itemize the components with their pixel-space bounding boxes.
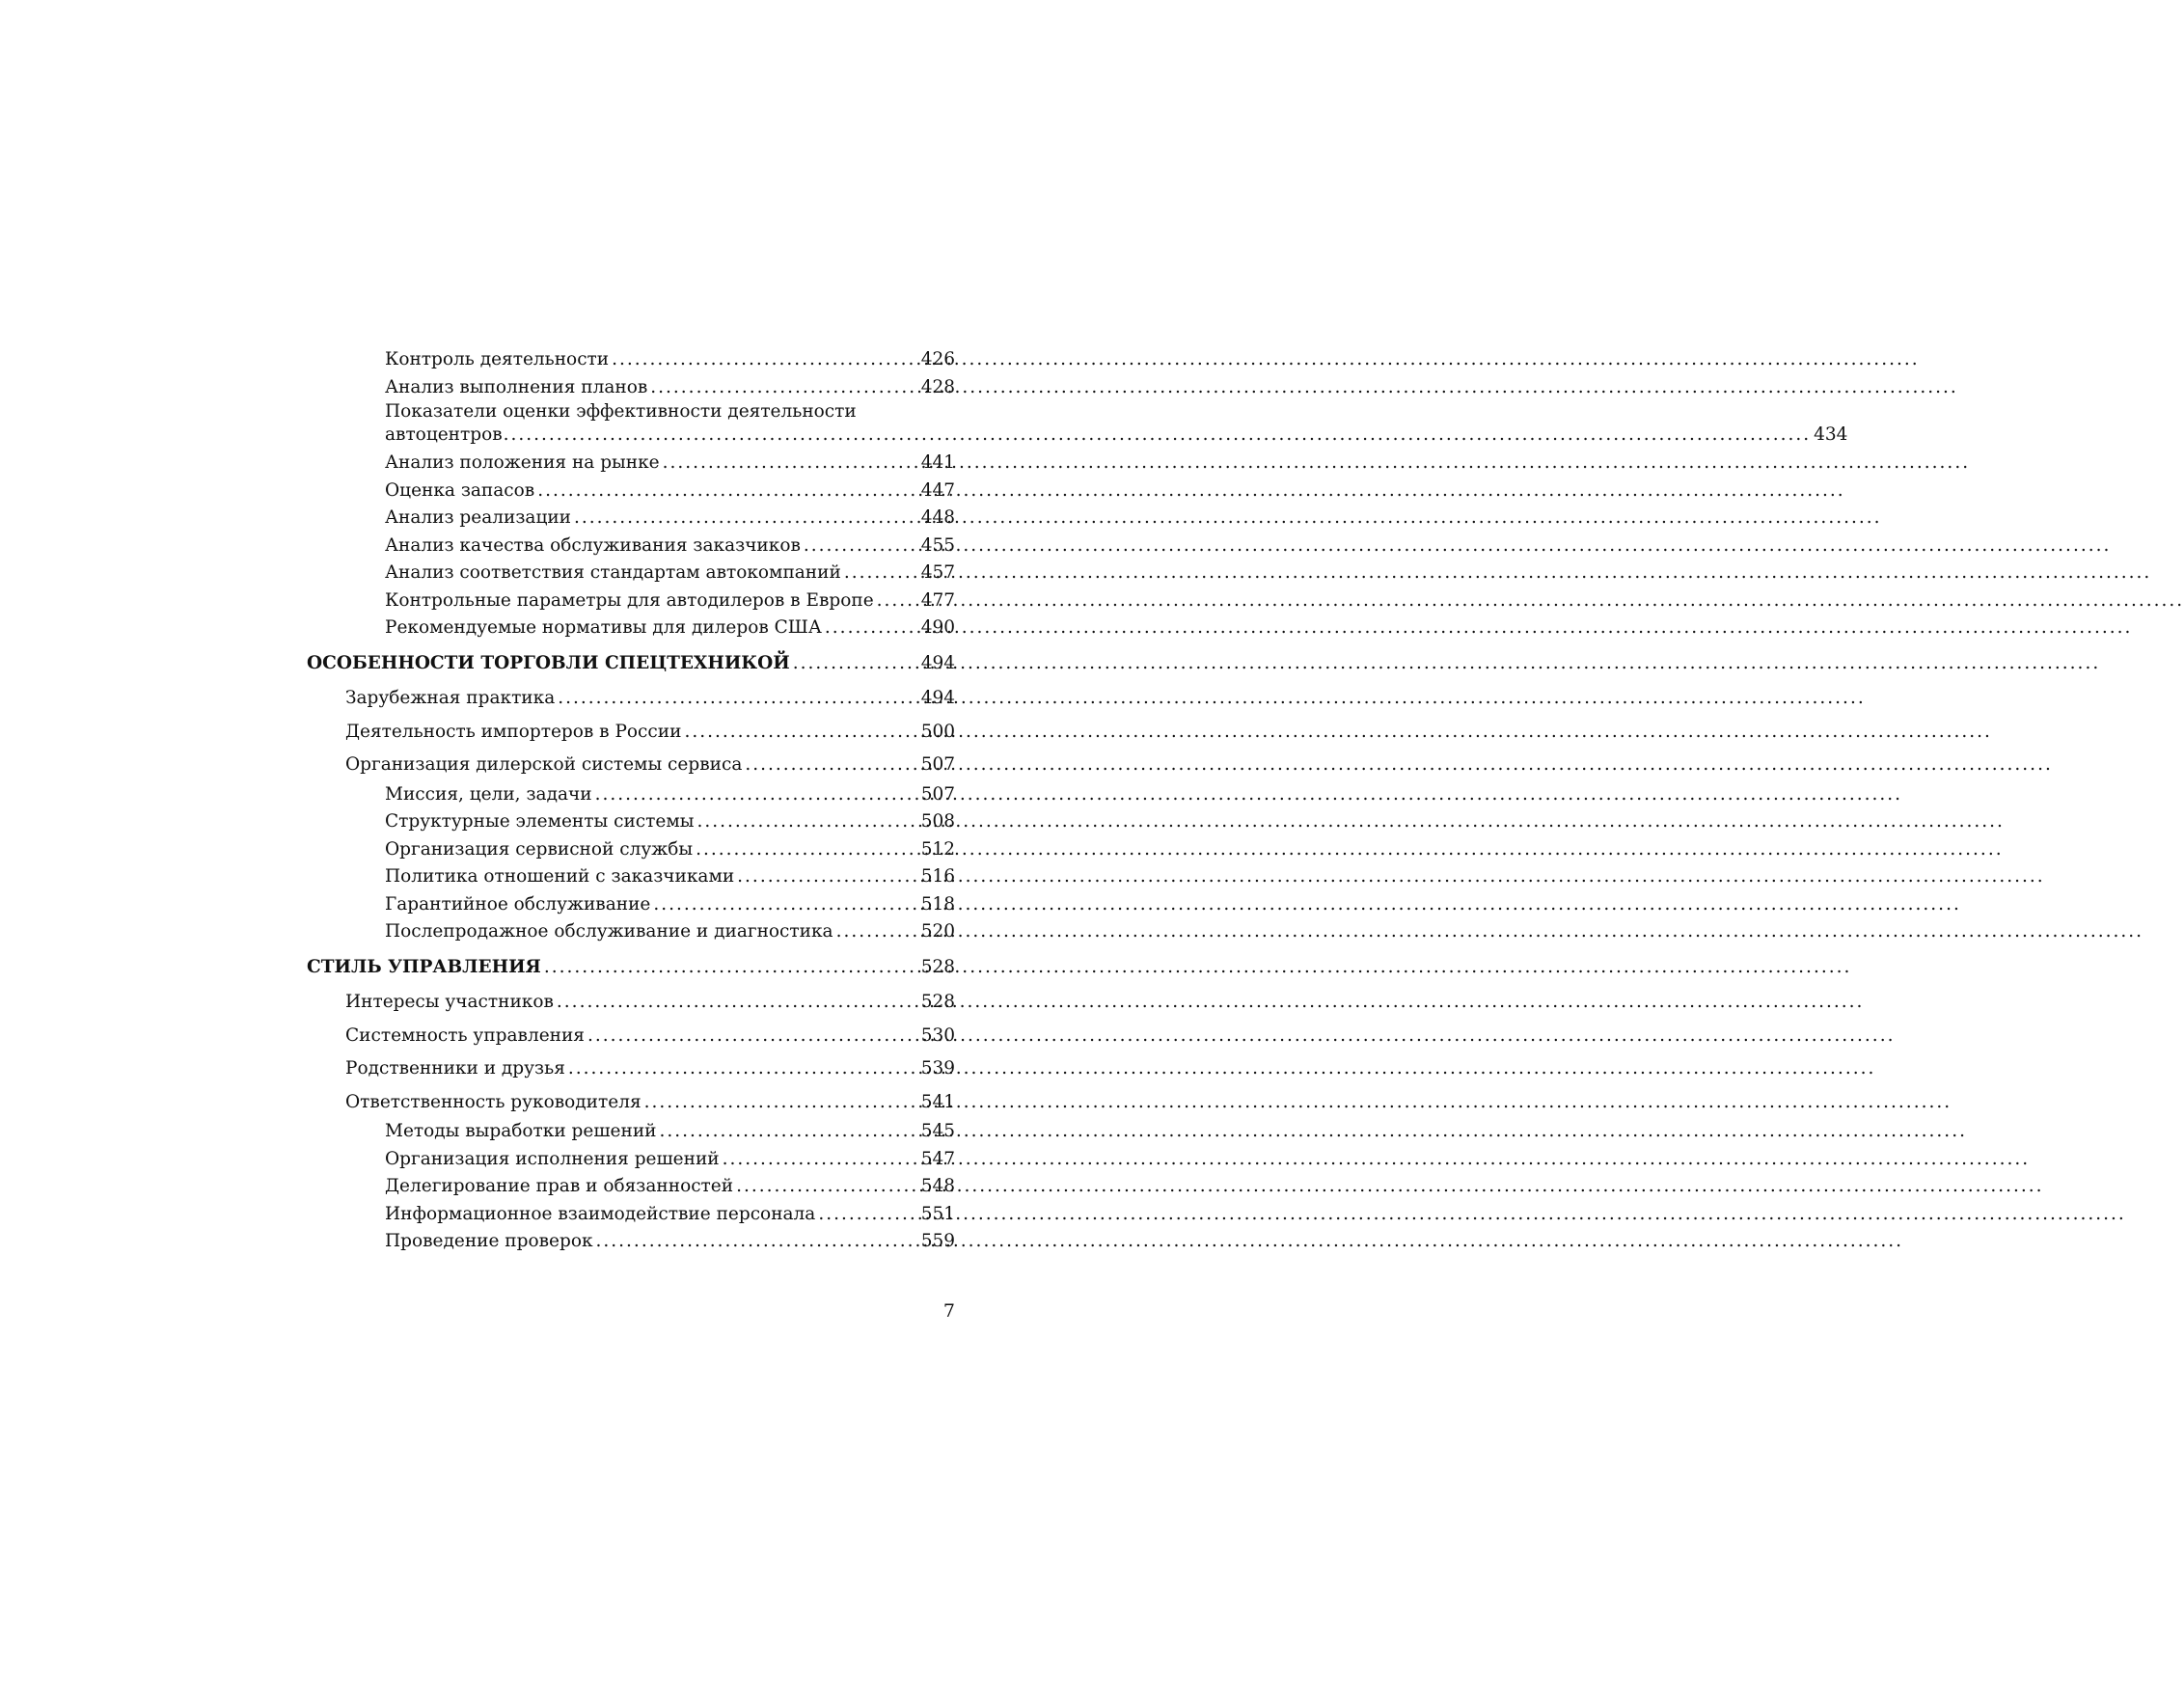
toc-entry — [307, 560, 955, 587]
toc-entry-page: 520 — [920, 921, 955, 942]
dot-leader — [565, 1055, 921, 1083]
dot-leader — [733, 1173, 921, 1201]
table-of-contents — [307, 346, 1848, 1256]
toc-entry — [307, 1201, 955, 1229]
toc-entry-page: 530 — [920, 1024, 955, 1046]
dot-leader — [555, 685, 920, 713]
toc-entry-page: 426 — [920, 349, 955, 369]
dot-leader — [742, 751, 920, 779]
dot-leader — [585, 1023, 921, 1051]
dot-leader — [554, 989, 921, 1017]
toc-entry-title: Структурные элементы системы — [385, 811, 695, 832]
toc-entry-title: Организация сервисной службы — [385, 838, 694, 860]
toc-entry — [307, 587, 955, 615]
toc-entry-title: автоцентров — [385, 424, 503, 445]
toc-entry-title: Анализ качества обслуживания заказчиков — [385, 534, 801, 556]
toc-entry-title: Политика отношений с заказчиками — [385, 866, 735, 887]
toc-entry-page: 477 — [920, 589, 955, 611]
dot-leader — [609, 346, 921, 374]
toc-entry-title: Анализ соответствия стандартам автокомпаний — [385, 562, 841, 583]
toc-entry — [307, 989, 955, 1017]
page-number: 7 — [942, 1300, 955, 1322]
toc-entry-title: Системность управления — [345, 1024, 585, 1046]
dot-leader — [593, 1228, 921, 1256]
dot-leader — [541, 954, 921, 982]
dot-leader — [801, 532, 921, 560]
toc-entry-page: 500 — [920, 721, 955, 742]
dot-leader — [650, 891, 920, 919]
toc-entry-page: 434 — [1814, 424, 1848, 445]
toc-entry-page: 428 — [920, 376, 955, 397]
toc-entry-title: Родственники и друзья — [345, 1058, 565, 1079]
toc-entry-title: Интересы участников — [345, 992, 554, 1012]
toc-section-heading — [307, 954, 955, 982]
toc-entry-page: 559 — [920, 1231, 955, 1251]
toc-entry-page: 547 — [920, 1148, 955, 1169]
toc-entry-title: Анализ выполнения планов — [385, 376, 648, 397]
toc-entry-title: Информационное взаимодействие персонала — [385, 1203, 816, 1224]
toc-entry — [307, 1023, 955, 1051]
dot-leader — [822, 614, 921, 642]
toc-entry — [307, 836, 955, 864]
toc-entry — [307, 346, 955, 374]
toc-entry-page: 545 — [920, 1121, 955, 1141]
toc-entry-page: 507 — [920, 783, 955, 805]
toc-entry — [307, 505, 955, 532]
dot-leader — [660, 450, 921, 478]
toc-entry-title: Контрольные параметры для автодилеров в Европе — [385, 589, 874, 611]
toc-entry — [307, 1146, 955, 1174]
toc-entry — [307, 450, 955, 478]
toc-entry — [307, 808, 955, 836]
toc-entry-title: Послепродажное обслуживание и диагностика — [385, 921, 833, 942]
toc-entry-page: 494 — [920, 652, 955, 673]
toc-entry-page: 518 — [920, 893, 955, 915]
toc-entry-page: 541 — [920, 1091, 955, 1112]
toc-entry-title: Организация исполнения решений — [385, 1148, 720, 1169]
toc-entry-title: Контроль деятельности — [385, 349, 610, 369]
toc-entry-title: Делегирование прав и обязанностей — [385, 1176, 734, 1196]
toc-entry-title: СТИЛЬ УПРАВЛЕНИЯ — [307, 956, 541, 977]
toc-entry — [307, 401, 1848, 450]
dot-leader — [815, 1201, 920, 1229]
toc-entry-title: Рекомендуемые нормативы для дилеров США — [385, 617, 822, 638]
toc-entry-page: 441 — [920, 452, 955, 473]
toc-entry-title: Гарантийное обслуживание — [385, 893, 651, 915]
dot-leader — [720, 1146, 921, 1174]
toc-entry-title: Методы выработки решений — [385, 1121, 657, 1141]
toc-entry — [307, 863, 955, 891]
toc-entry-title: Анализ реализации — [385, 507, 572, 528]
toc-entry-title-line1: Показатели оценки эффективности деятельности — [385, 401, 857, 422]
dot-leader — [656, 1118, 920, 1146]
toc-entry-title: Организация дилерской системы сервиса — [345, 754, 743, 775]
dot-leader — [647, 374, 920, 402]
toc-entry-title: Ответственность руководителя — [345, 1091, 642, 1112]
toc-entry — [307, 685, 955, 713]
toc-entry-page: 447 — [920, 479, 955, 501]
toc-entry-page: 494 — [920, 688, 955, 708]
toc-entry-title: Анализ положения на рынке — [385, 452, 660, 473]
toc-entry-page: 548 — [920, 1176, 955, 1196]
toc-entry — [307, 719, 955, 747]
toc-entry — [307, 1118, 955, 1146]
toc-entry-page: 528 — [920, 956, 955, 977]
dot-leader — [841, 560, 921, 587]
toc-entry-page: 516 — [920, 866, 955, 887]
toc-entry-page: 507 — [920, 754, 955, 775]
toc-entry — [307, 532, 955, 560]
toc-entry-page: 455 — [920, 534, 955, 556]
toc-entry — [307, 614, 955, 642]
dot-leader — [833, 918, 921, 946]
toc-entry-page: 551 — [920, 1203, 955, 1224]
toc-entry-page: 457 — [920, 562, 955, 583]
dot-leader — [642, 1089, 921, 1117]
toc-entry-title: Миссия, цели, задачи — [385, 783, 592, 805]
dot-leader — [503, 423, 1814, 448]
toc-entry-title: Проведение проверок — [385, 1231, 593, 1251]
toc-entry — [307, 751, 955, 779]
toc-entry-page: 539 — [920, 1058, 955, 1079]
dot-leader — [790, 650, 921, 678]
toc-entry-page: 512 — [920, 838, 955, 860]
toc-entry — [307, 1055, 955, 1083]
dot-leader — [694, 808, 920, 836]
toc-entry-title: Оценка запасов — [385, 479, 535, 501]
toc-entry — [307, 781, 955, 809]
toc-entry — [307, 1228, 955, 1256]
toc-entry-page: 528 — [920, 992, 955, 1012]
toc-entry — [307, 1089, 955, 1117]
toc-entry-title: ОСОБЕННОСТИ ТОРГОВЛИ СПЕЦТЕХНИКОЙ — [307, 652, 790, 673]
dot-leader — [534, 478, 920, 505]
toc-entry — [307, 891, 955, 919]
dot-leader — [693, 836, 921, 864]
toc-entry-page: 508 — [920, 811, 955, 832]
dot-leader — [571, 505, 921, 532]
toc-entry — [307, 374, 955, 402]
toc-entry-title: Зарубежная практика — [345, 688, 556, 708]
dot-leader — [681, 719, 920, 747]
toc-entry-page: 448 — [920, 507, 955, 528]
dot-leader — [734, 863, 921, 891]
toc-entry — [307, 1173, 955, 1201]
toc-section-heading — [307, 650, 955, 678]
dot-leader — [592, 781, 921, 809]
toc-entry — [307, 478, 955, 505]
dot-leader — [874, 587, 921, 615]
toc-entry-title: Деятельность импортеров в России — [345, 721, 682, 742]
toc-entry — [307, 918, 955, 946]
toc-entry-page: 490 — [920, 617, 955, 638]
